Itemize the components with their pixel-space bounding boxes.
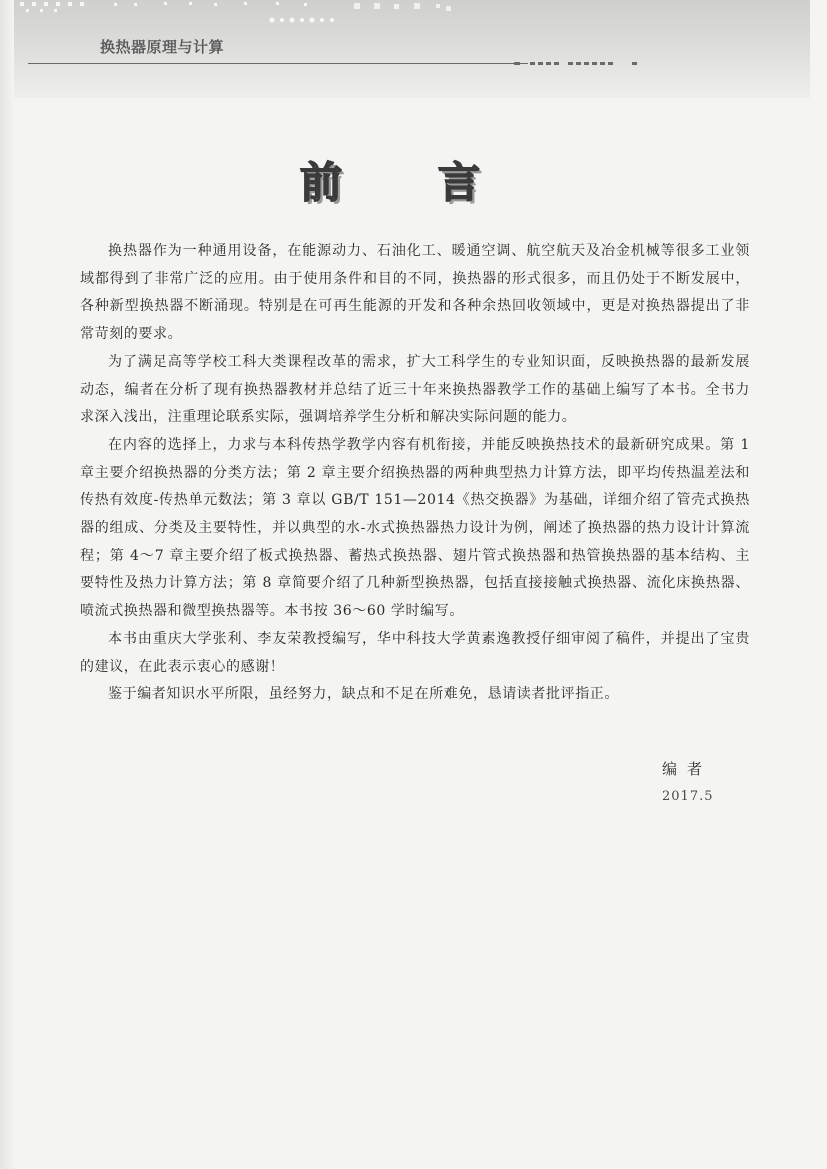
preface-paragraph: 在内容的选择上，力求与本科传热学教学内容有机衔接，并能反映换热技术的最新研究成果。第 1 章主要介绍换热器的分类方法；第 2 章主要介绍换热器的两种典型热力计算方法，即平均传热温差法和传热有效度-传热单元数法；第 3 章以 GB/T 151—2014《热交换器》为基础，详细介绍了管壳式换热器的组成、分类及主要特性，并以典型的水-水式换热器热力设计为例，阐述了换热器的热力设计计算流程；第 4～7 章主要介绍了板式换热器、蓄热式换热器、翅片管式换热器和热管换热器的基本结构、主要特性及热力计算方法；第 8 章简要介绍了几种新型换热器，包括直接接触式换热器、流化床换热器、喷流式换热器和微型换热器等。本书按 36～60 学时编写。 (80, 436, 750, 620)
author-signature: 编者 (662, 760, 713, 778)
running-title: 换热器原理与计算 (100, 38, 225, 56)
header-rule-dashes (514, 57, 654, 69)
page-title (300, 150, 480, 210)
preface-paragraph: 换热器作为一种通用设备，在能源动力、石油化工、暖通空调、航空航天及冶金机械等很多工业领域都得到了非常广泛的应用。由于使用条件和目的不同，换热器的形式很多，而且仍处于不断发展中，各种新型换热器不断涌现。特别是在可再生能源的开发和各种余热回收领域中，更是对换热器提出了非常苛刻的要求。 (80, 243, 750, 343)
preface-body (80, 238, 750, 709)
header-rule (28, 63, 528, 64)
page-edge-shadow (0, 0, 14, 1169)
preface-paragraph: 本书由重庆大学张利、李友荣教授编写，华中科技大学黄素逸教授仔细审阅了稿件，并提出了宝贵的建议，在此表示衷心的感谢！ (80, 630, 750, 675)
page-title-char: 言 (437, 158, 480, 207)
preface-paragraph: 鉴于编者知识水平所限，虽经努力，缺点和不足在所难免，恳请读者批评指正。 (108, 686, 619, 703)
page-title-char: 前 (300, 158, 343, 207)
signature-date: 2017.5 (662, 789, 714, 804)
header-dot-pattern (14, 0, 810, 26)
preface-paragraph: 为了满足高等学校工科大类课程改革的需求，扩大工科学生的专业知识面，反映换热器的最新发展动态，编者在分析了现有换热器教材并总结了近三十年来换热器教学工作的基础上编写了本书。全书力求深入浅出，注重理论联系实际，强调培养学生分析和解决实际问题的能力。 (80, 353, 750, 426)
running-header-band (14, 0, 810, 98)
